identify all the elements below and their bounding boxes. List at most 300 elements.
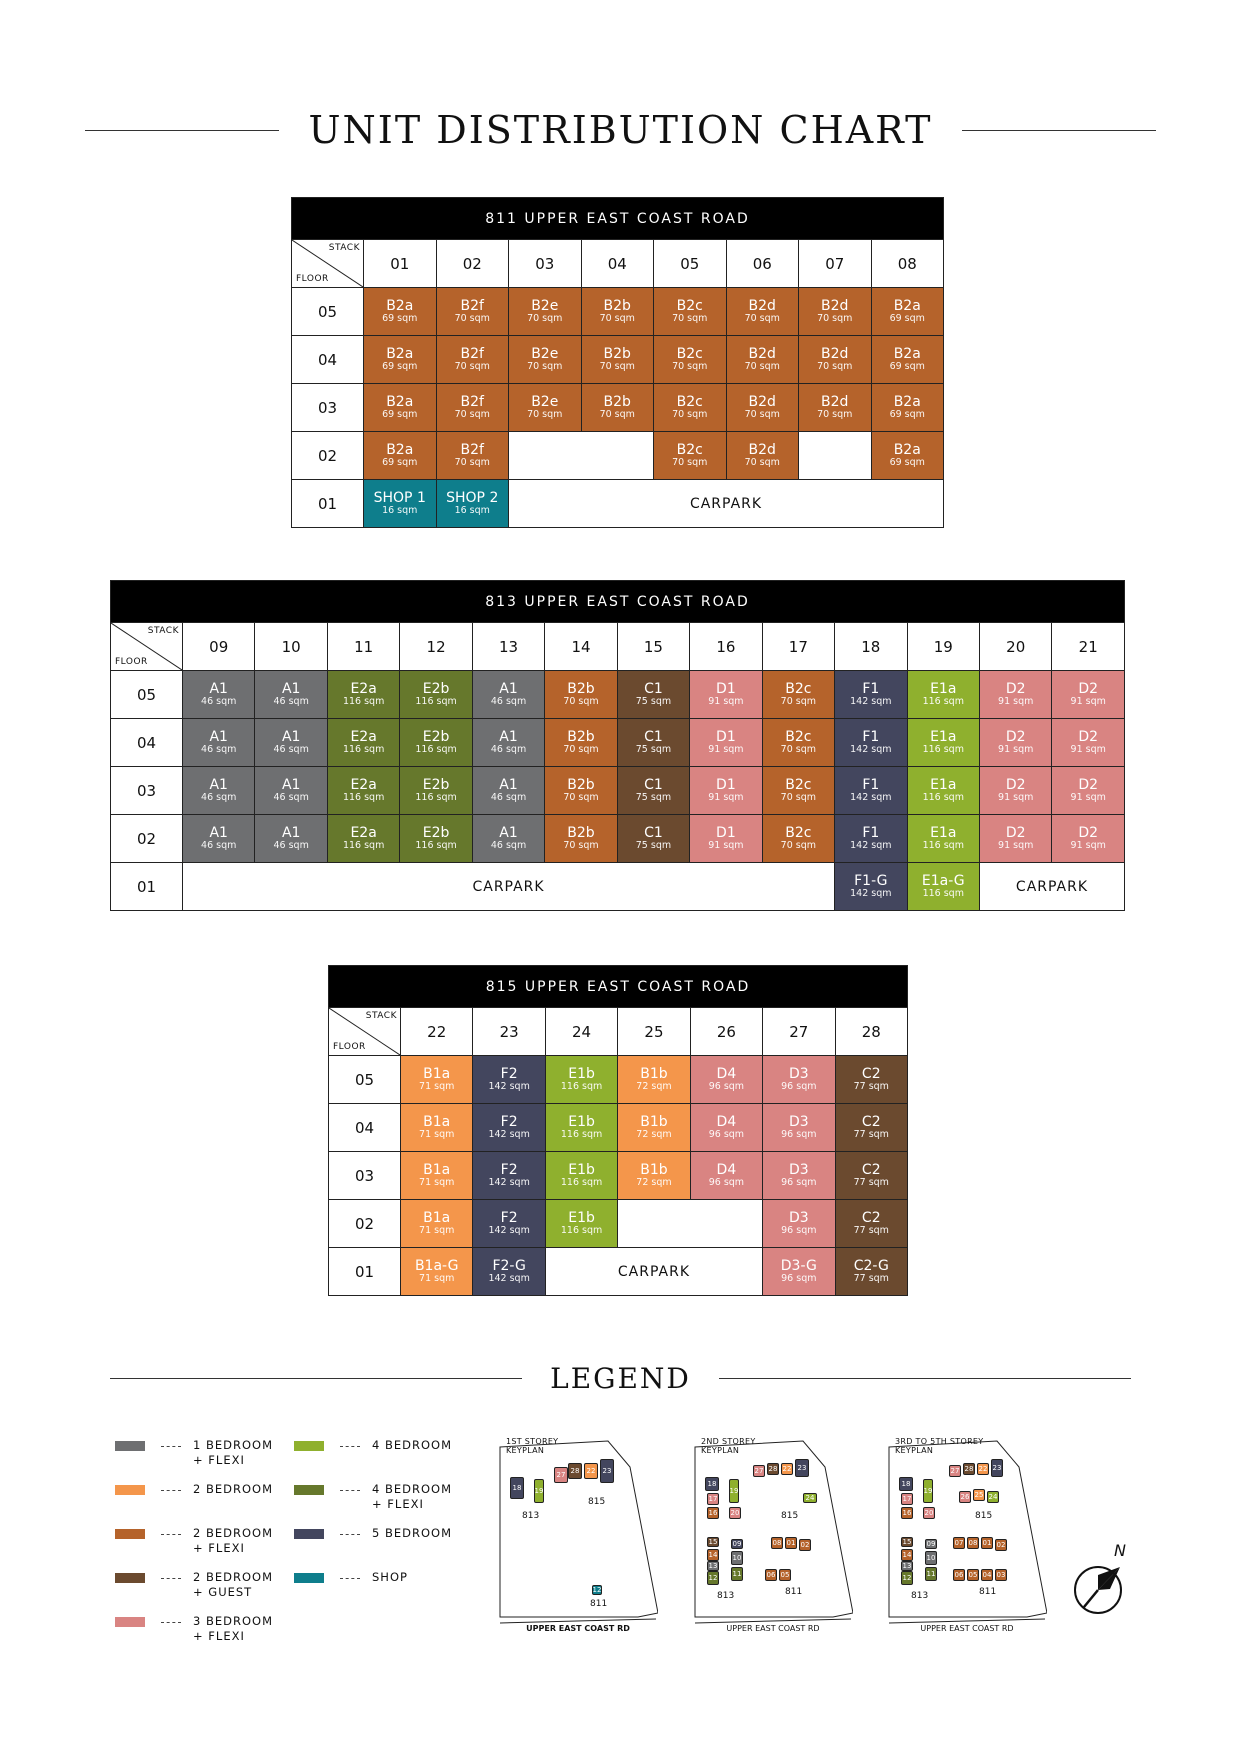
unit-cell	[1052, 815, 1125, 863]
stack-number: 01	[364, 240, 437, 288]
unit-cell	[762, 671, 834, 719]
stack-number: 12	[400, 623, 472, 671]
stack-number: 22	[401, 1008, 473, 1056]
unit-cell	[979, 767, 1051, 815]
unit-size: 70 sqm	[563, 792, 599, 804]
floor-number: 02	[329, 1200, 401, 1248]
stack-number: 11	[327, 623, 399, 671]
floor-number: 02	[111, 815, 183, 863]
unit-size: 116 sqm	[560, 1081, 603, 1093]
unit-size: 70 sqm	[817, 361, 853, 373]
stack-floor-corner	[292, 240, 364, 288]
stack-number: 27	[763, 1008, 835, 1056]
stack-floor-corner	[329, 1008, 401, 1056]
unit-type: B2f	[460, 393, 484, 410]
unit-cell	[364, 288, 437, 336]
unit-type: B2b	[603, 297, 631, 314]
building-19: 19	[534, 1479, 544, 1503]
keyplan-road: UPPER EAST COAST RD	[920, 1624, 1014, 1633]
unit-size: 46 sqm	[201, 696, 237, 708]
unit-cell	[400, 671, 472, 719]
legend-label: 5 BEDROOM	[372, 1526, 452, 1540]
unit-type: A1	[209, 776, 228, 793]
stack-number: 08	[871, 240, 944, 288]
unit-cell	[762, 719, 834, 767]
unit-size: 142 sqm	[850, 696, 892, 708]
floor-axis-label: FLOOR	[333, 1042, 366, 1052]
unit-size: 96 sqm	[781, 1273, 817, 1285]
unit-type: D1	[716, 728, 736, 745]
unit-cell	[690, 1104, 762, 1152]
block-label-815: 815	[781, 1511, 799, 1521]
unit-type: A1	[281, 776, 301, 793]
floor-axis-label: FLOOR	[115, 657, 148, 667]
unit-cell	[690, 1056, 762, 1104]
building-02: 02	[800, 1541, 810, 1549]
unit-cell	[545, 719, 617, 767]
block-label-813: 813	[717, 1591, 735, 1601]
unit-cell	[401, 1200, 473, 1248]
unit-cell	[654, 384, 727, 432]
unit-type: E1b	[568, 1209, 595, 1226]
stack-number: 13	[472, 623, 544, 671]
legend-label: 2 BEDROOM	[193, 1482, 273, 1496]
block-label-811: 811	[979, 1587, 997, 1597]
unit-size: 116 sqm	[342, 840, 385, 852]
unit-type: B2a	[386, 297, 414, 314]
unit-cell	[835, 1056, 907, 1104]
unit-type: F2	[500, 1113, 518, 1130]
unit-type: D2	[1005, 728, 1026, 745]
unit-cell	[835, 863, 907, 911]
carpark-cell: CARPARK	[979, 863, 1124, 911]
unit-type: F1	[862, 776, 880, 793]
unit-cell	[871, 432, 944, 480]
unit-size: 77 sqm	[853, 1273, 889, 1285]
unit-cell	[327, 719, 399, 767]
legend-rule-right	[719, 1378, 1131, 1379]
building-01: 01	[786, 1539, 796, 1547]
stack-number: 03	[509, 240, 582, 288]
unit-size: 71 sqm	[419, 1129, 455, 1141]
stack-number: 21	[1052, 623, 1125, 671]
unit-cell	[654, 336, 727, 384]
unit-size: 116 sqm	[922, 888, 964, 900]
building-24: 24	[988, 1493, 998, 1501]
building-12: 12	[901, 1571, 913, 1585]
unit-cell	[690, 767, 762, 815]
floor-number: 03	[329, 1152, 401, 1200]
unit-size: 116 sqm	[922, 840, 964, 852]
unit-cell	[763, 1200, 835, 1248]
unit-cell	[690, 1152, 762, 1200]
block-header: 811 UPPER EAST COAST ROAD	[292, 198, 944, 240]
unit-cell	[726, 336, 799, 384]
stack-number: 09	[183, 623, 255, 671]
unit-size: 70 sqm	[563, 840, 599, 852]
unit-type: B2a	[893, 297, 921, 314]
unit-cell	[762, 767, 834, 815]
building-27: 27	[754, 1467, 764, 1475]
building-14: 14	[902, 1551, 912, 1559]
unit-type: D3	[788, 1113, 809, 1130]
building-28: 28	[768, 1465, 778, 1473]
unit-size: 116 sqm	[560, 1225, 603, 1237]
block-label-813: 813	[911, 1591, 929, 1601]
floor-number: 03	[111, 767, 183, 815]
carpark-cell: CARPARK	[509, 480, 944, 528]
unit-size: 16 sqm	[382, 505, 418, 517]
unit-type: D2	[1078, 776, 1099, 793]
unit-type: B1a-G	[414, 1257, 459, 1274]
unit-size: 46 sqm	[490, 696, 527, 708]
floor-number: 01	[329, 1248, 401, 1296]
unit-type: D1	[716, 824, 736, 841]
unit-cell	[1052, 671, 1125, 719]
unit-size: 70 sqm	[817, 409, 853, 421]
unit-type: D3-G	[780, 1257, 817, 1274]
unit-size: 72 sqm	[636, 1129, 672, 1141]
unit-size: 96 sqm	[781, 1177, 817, 1189]
unit-cell	[617, 767, 689, 815]
unit-cell	[690, 719, 762, 767]
compass-north-label: N	[1114, 1541, 1126, 1560]
unit-size: 116 sqm	[342, 744, 385, 756]
unit-type: D2	[1005, 776, 1026, 793]
unit-type: D3	[788, 1161, 809, 1178]
unit-size: 142 sqm	[850, 840, 892, 852]
legend-swatch	[115, 1617, 145, 1627]
unit-cell	[581, 336, 654, 384]
block-815-table	[328, 965, 908, 1296]
legend-item	[115, 1570, 273, 1600]
unit-size: 70 sqm	[780, 696, 817, 708]
unit-size: 96 sqm	[781, 1225, 817, 1237]
unit-cell	[835, 1152, 907, 1200]
unit-size: 116 sqm	[922, 696, 964, 708]
unit-cell	[401, 1248, 473, 1296]
unit-size: 69 sqm	[382, 313, 418, 325]
legend-dash	[340, 1446, 360, 1447]
unit-cell	[690, 815, 762, 863]
stack-axis-label: STACK	[328, 243, 360, 253]
block-header: 815 UPPER EAST COAST ROAD	[329, 966, 908, 1008]
floor-number: 04	[329, 1104, 401, 1152]
building-10: 10	[731, 1551, 743, 1565]
unit-size: 70 sqm	[780, 840, 817, 852]
unit-type: C1	[644, 776, 663, 793]
keyplan-3rd-5th-storey	[887, 1435, 1047, 1633]
building-23: 23	[795, 1459, 809, 1477]
unit-size: 116 sqm	[415, 696, 457, 708]
block-label-811: 811	[785, 1587, 803, 1597]
unit-size: 69 sqm	[382, 409, 418, 421]
unit-size: 70 sqm	[563, 744, 599, 756]
legend-dash	[161, 1534, 181, 1535]
unit-size: 69 sqm	[889, 457, 925, 469]
stack-number: 02	[436, 240, 509, 288]
stack-number: 05	[654, 240, 727, 288]
unit-size: 70 sqm	[527, 361, 563, 373]
unit-cell	[436, 432, 509, 480]
unit-type: B2c	[676, 297, 703, 314]
unit-type: B2d	[748, 393, 776, 410]
building-17: 17	[902, 1495, 912, 1503]
unit-type: B2b	[567, 728, 595, 745]
unit-size: 70 sqm	[780, 792, 817, 804]
unit-size: 116 sqm	[560, 1129, 603, 1141]
block-header: 813 UPPER EAST COAST ROAD	[111, 581, 1125, 623]
unit-size: 75 sqm	[635, 744, 672, 756]
stack-floor-corner	[111, 623, 183, 671]
unit-cell	[907, 767, 979, 815]
unit-type: B2c	[785, 728, 812, 745]
building-28: 28	[568, 1463, 582, 1479]
stack-number: 17	[762, 623, 834, 671]
unit-cell	[871, 336, 944, 384]
unit-size: 46 sqm	[273, 840, 309, 852]
stack-number: 18	[835, 623, 907, 671]
legend-swatch	[294, 1485, 324, 1495]
floor-number: 01	[292, 480, 364, 528]
unit-size: 75 sqm	[635, 840, 672, 852]
unit-size: 142 sqm	[850, 744, 892, 756]
keyplan-title: 1ST STOREY KEYPLAN	[506, 1437, 559, 1455]
unit-cell	[545, 767, 617, 815]
unit-cell	[545, 1200, 617, 1248]
legend-swatch	[115, 1573, 145, 1583]
unit-cell	[763, 1152, 835, 1200]
building-17: 17	[708, 1495, 718, 1503]
carpark-cell: CARPARK	[545, 1248, 762, 1296]
unit-type: B2a	[893, 393, 921, 410]
unit-size: 142 sqm	[850, 888, 892, 900]
unit-type: B2b	[567, 776, 595, 793]
floor-number: 05	[111, 671, 183, 719]
building-11: 11	[925, 1567, 937, 1581]
unit-size: 96 sqm	[781, 1081, 817, 1093]
unit-cell	[327, 767, 399, 815]
unit-cell	[799, 336, 872, 384]
unit-size: 70 sqm	[817, 313, 853, 325]
unit-type: D3	[788, 1209, 809, 1226]
stack-number: 24	[545, 1008, 617, 1056]
unit-type: A1	[209, 728, 228, 745]
unit-type: A1	[209, 680, 228, 697]
keyplan-2nd-storey	[693, 1435, 853, 1633]
unit-type: F2	[500, 1209, 518, 1226]
unit-cell	[545, 1056, 617, 1104]
building-18: 18	[510, 1477, 524, 1499]
legend-label: SHOP	[372, 1570, 408, 1584]
unit-cell	[763, 1104, 835, 1152]
unit-type: B1b	[640, 1065, 668, 1082]
unit-type: A1	[281, 728, 301, 745]
legend-dash	[161, 1622, 181, 1623]
unit-size: 46 sqm	[273, 792, 309, 804]
legend-rule-left	[110, 1378, 522, 1379]
unit-type: A1	[209, 824, 228, 841]
unit-type: C2	[861, 1209, 881, 1226]
stack-number: 10	[255, 623, 327, 671]
building-13: 13	[902, 1562, 912, 1570]
legend-swatch	[294, 1573, 324, 1583]
unit-cell	[327, 815, 399, 863]
legend-item	[115, 1526, 273, 1556]
floor-number: 01	[111, 863, 183, 911]
floor-number: 04	[111, 719, 183, 767]
empty-cell	[799, 432, 872, 480]
unit-size: 71 sqm	[419, 1081, 455, 1093]
unit-type: E1b	[568, 1161, 595, 1178]
building-20: 20	[730, 1509, 740, 1517]
unit-type: D1	[716, 776, 736, 793]
unit-type: E2a	[350, 680, 377, 697]
building-06: 06	[766, 1571, 776, 1579]
unit-cell	[327, 671, 399, 719]
unit-type: E1a	[930, 728, 957, 745]
unit-type: B2f	[460, 297, 484, 314]
title-rule-left	[85, 130, 279, 131]
unit-cell	[835, 815, 907, 863]
unit-type: B1a	[423, 1161, 451, 1178]
unit-type: E2a	[350, 824, 377, 841]
unit-type: B1a	[423, 1065, 451, 1082]
unit-type: B1a	[423, 1209, 451, 1226]
unit-cell	[617, 719, 689, 767]
floor-number: 03	[292, 384, 364, 432]
unit-size: 96 sqm	[708, 1081, 745, 1093]
stack-number: 16	[690, 623, 762, 671]
keyplan-1st-storey	[498, 1435, 658, 1633]
unit-type: C1	[644, 824, 663, 841]
stack-number: 06	[726, 240, 799, 288]
unit-type: A1	[281, 824, 301, 841]
unit-type: E2b	[422, 680, 450, 697]
unit-cell	[255, 815, 327, 863]
unit-cell	[364, 432, 437, 480]
unit-type: F1	[862, 728, 880, 745]
unit-type: B2f	[460, 345, 484, 362]
unit-size: 142 sqm	[488, 1081, 530, 1093]
unit-size: 142 sqm	[488, 1273, 530, 1285]
stack-number: 14	[545, 623, 617, 671]
unit-cell	[654, 288, 727, 336]
legend-label: 2 BEDROOM + GUEST	[193, 1570, 273, 1599]
unit-type: E1b	[568, 1065, 595, 1082]
unit-size: 70 sqm	[744, 409, 780, 421]
unit-type: D4	[716, 1113, 737, 1130]
legend-item	[294, 1482, 452, 1512]
unit-type: E1a-G	[921, 872, 965, 889]
unit-size: 91 sqm	[1070, 696, 1106, 708]
unit-type: B2a	[893, 345, 921, 362]
unit-size: 77 sqm	[853, 1177, 889, 1189]
unit-cell	[183, 815, 255, 863]
stack-number: 20	[979, 623, 1051, 671]
unit-cell	[835, 1248, 907, 1296]
unit-size: 46 sqm	[201, 792, 237, 804]
unit-type: B2b	[603, 393, 631, 410]
unit-cell	[545, 671, 617, 719]
legend-label: 4 BEDROOM	[372, 1438, 452, 1452]
unit-cell	[545, 1104, 617, 1152]
stack-number: 23	[473, 1008, 545, 1056]
building-27: 27	[950, 1467, 960, 1475]
unit-size: 69 sqm	[382, 457, 418, 469]
unit-type: D2	[1078, 728, 1099, 745]
unit-cell	[509, 288, 582, 336]
building-09: 09	[926, 1540, 936, 1548]
stack-number: 19	[907, 623, 979, 671]
unit-type: F2	[500, 1161, 518, 1178]
unit-type: E2a	[350, 728, 377, 745]
unit-size: 77 sqm	[853, 1225, 889, 1237]
unit-size: 46 sqm	[201, 840, 237, 852]
unit-cell	[183, 719, 255, 767]
stack-number: 04	[581, 240, 654, 288]
unit-size: 116 sqm	[922, 744, 964, 756]
building-23: 23	[600, 1459, 614, 1483]
unit-cell	[472, 719, 544, 767]
compass	[1072, 1541, 1132, 1615]
unit-type: A1	[281, 680, 301, 697]
unit-size: 69 sqm	[889, 361, 925, 373]
unit-size: 70 sqm	[672, 409, 708, 421]
unit-type: B2c	[676, 345, 703, 362]
unit-size: 142 sqm	[488, 1129, 530, 1141]
unit-cell	[726, 384, 799, 432]
unit-size: 69 sqm	[889, 409, 925, 421]
unit-cell	[907, 719, 979, 767]
unit-type: F1	[862, 824, 880, 841]
legend-label: 4 BEDROOM + FLEXI	[372, 1482, 452, 1511]
unit-cell	[871, 384, 944, 432]
building-16: 16	[708, 1509, 718, 1517]
unit-cell	[763, 1248, 835, 1296]
unit-size: 70 sqm	[454, 409, 490, 421]
unit-cell	[436, 288, 509, 336]
unit-cell	[581, 384, 654, 432]
block-811-table	[291, 197, 944, 528]
unit-cell	[400, 815, 472, 863]
keyplan-title: 2ND STOREY KEYPLAN	[701, 1437, 756, 1455]
unit-size: 91 sqm	[998, 840, 1034, 852]
unit-type: B2e	[531, 297, 559, 314]
unit-size: 70 sqm	[744, 313, 780, 325]
unit-size: 116 sqm	[342, 696, 385, 708]
unit-type: B2a	[386, 441, 414, 458]
unit-cell	[473, 1104, 545, 1152]
unit-type: B2a	[893, 441, 921, 458]
keyplan-road: UPPER EAST COAST RD	[526, 1624, 630, 1633]
unit-type: SHOP 1	[373, 489, 426, 506]
unit-size: 91 sqm	[708, 696, 744, 708]
unit-size: 46 sqm	[490, 792, 527, 804]
unit-size: 71 sqm	[419, 1225, 455, 1237]
unit-cell	[364, 336, 437, 384]
unit-size: 69 sqm	[382, 361, 418, 373]
legend-title-row	[0, 1362, 1241, 1395]
unit-size: 70 sqm	[599, 409, 635, 421]
unit-cell	[871, 288, 944, 336]
building-16: 16	[902, 1509, 912, 1517]
unit-type: E2b	[422, 728, 450, 745]
block-label-813: 813	[522, 1511, 540, 1521]
building-12: 12	[707, 1571, 719, 1585]
unit-cell	[473, 1248, 545, 1296]
unit-type: B2c	[785, 680, 812, 697]
